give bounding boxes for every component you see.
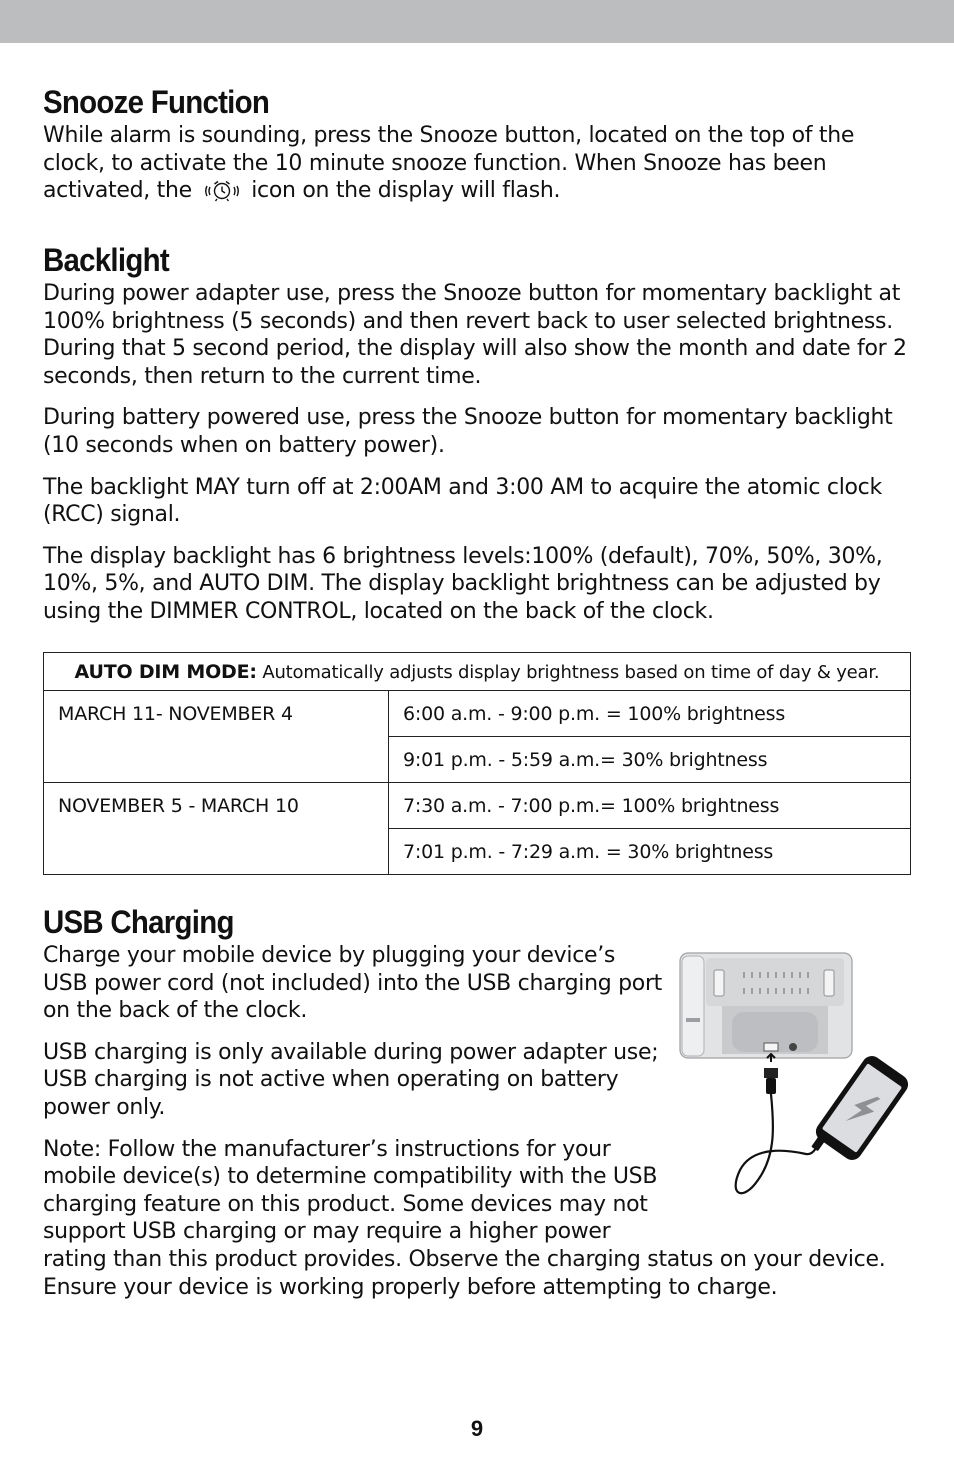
usb-heading: USB Charging xyxy=(43,904,234,940)
date-range-cell: NOVEMBER 5 - MARCH 10 xyxy=(44,783,389,875)
header-bar xyxy=(0,0,954,43)
backlight-paragraph-4: The display backlight has 6 brightness levels:100% (default), 70%, 50%, 30%, 10%, 5%, and AUTO DIM. The display backlight brightness can be adjusted by using the DIMMER CONTROL, located on the back of the clock. xyxy=(43,543,883,624)
table-header-row xyxy=(44,653,911,691)
schedule-cell: 9:01 p.m. - 5:59 a.m.= 30% brightness xyxy=(389,737,911,783)
snooze-paragraph xyxy=(43,122,911,205)
backlight-heading: Backlight xyxy=(43,242,169,278)
schedule-cell: 6:00 a.m. - 9:00 p.m. = 100% brightness xyxy=(389,691,911,737)
table-title-rest: Automatically adjusts display brightness based on time of day & year. xyxy=(262,661,880,683)
schedule-cell: 7:30 a.m. - 7:00 p.m.= 100% brightness xyxy=(389,783,911,829)
usb-note-line: support USB charging or may require a higher power xyxy=(43,1219,611,1245)
auto-dim-table xyxy=(43,652,911,875)
backlight-paragraph-3: The backlight MAY turn off at 2:00AM and 3:00 AM to acquire the atomic clock (RCC) signal. xyxy=(43,474,882,528)
table-row xyxy=(44,783,911,829)
backlight-section xyxy=(43,240,911,626)
usb-note-line: Ensure your device is working properly before attempting to charge. xyxy=(43,1274,778,1300)
schedule-cell: 7:01 p.m. - 7:29 a.m. = 30% brightness xyxy=(389,829,911,875)
usb-note-line: mobile device(s) to determine compatibility with the USB xyxy=(43,1164,658,1190)
clock-usb-charging-phone-illustration xyxy=(678,950,910,1198)
page-number: 9 xyxy=(470,1416,484,1441)
date-range-cell: MARCH 11- NOVEMBER 4 xyxy=(44,691,389,783)
backlight-paragraph-1: During power adapter use, press the Snooze button for momentary backlight at 100% brightness (5 seconds) and then revert back to user selected brightness. During that 5 second period, the display will also show the month and date for 2 seconds, then return to the current time. xyxy=(43,281,907,389)
usb-note-line: Note: Follow the manufacturer’s instructions for your xyxy=(43,1136,611,1162)
usb-paragraph-2: USB charging is only available during power adapter use; USB charging is not active when operating on battery power only. xyxy=(43,1039,659,1120)
table-title xyxy=(44,653,911,691)
backlight-paragraph-2: During battery powered use, press the Snooze button for momentary backlight (10 seconds when on battery power). xyxy=(43,405,893,458)
usb-note-line: rating than this product provides. Observe the charging status on your device. xyxy=(43,1246,886,1272)
usb-paragraph-1: Charge your mobile device by plugging your device’s USB power cord (not included) into the USB charging port on the back of the clock. xyxy=(43,943,663,1024)
snooze-section xyxy=(43,82,911,205)
table-row xyxy=(44,691,911,737)
snooze-text-after-icon: icon on the display will flash. xyxy=(251,178,561,204)
snooze-text-before-icon: While alarm is sounding, press the Snooze button, located on the top of the clock, to activate the 10 minute snooze function. When Snooze has been activated, the xyxy=(43,123,855,204)
usb-note-line: charging feature on this product. Some devices may not xyxy=(43,1191,648,1217)
alarm-clock-ringing-icon xyxy=(199,177,245,203)
table-title-bold: AUTO DIM MODE: xyxy=(74,660,257,683)
snooze-heading: Snooze Function xyxy=(43,84,270,120)
